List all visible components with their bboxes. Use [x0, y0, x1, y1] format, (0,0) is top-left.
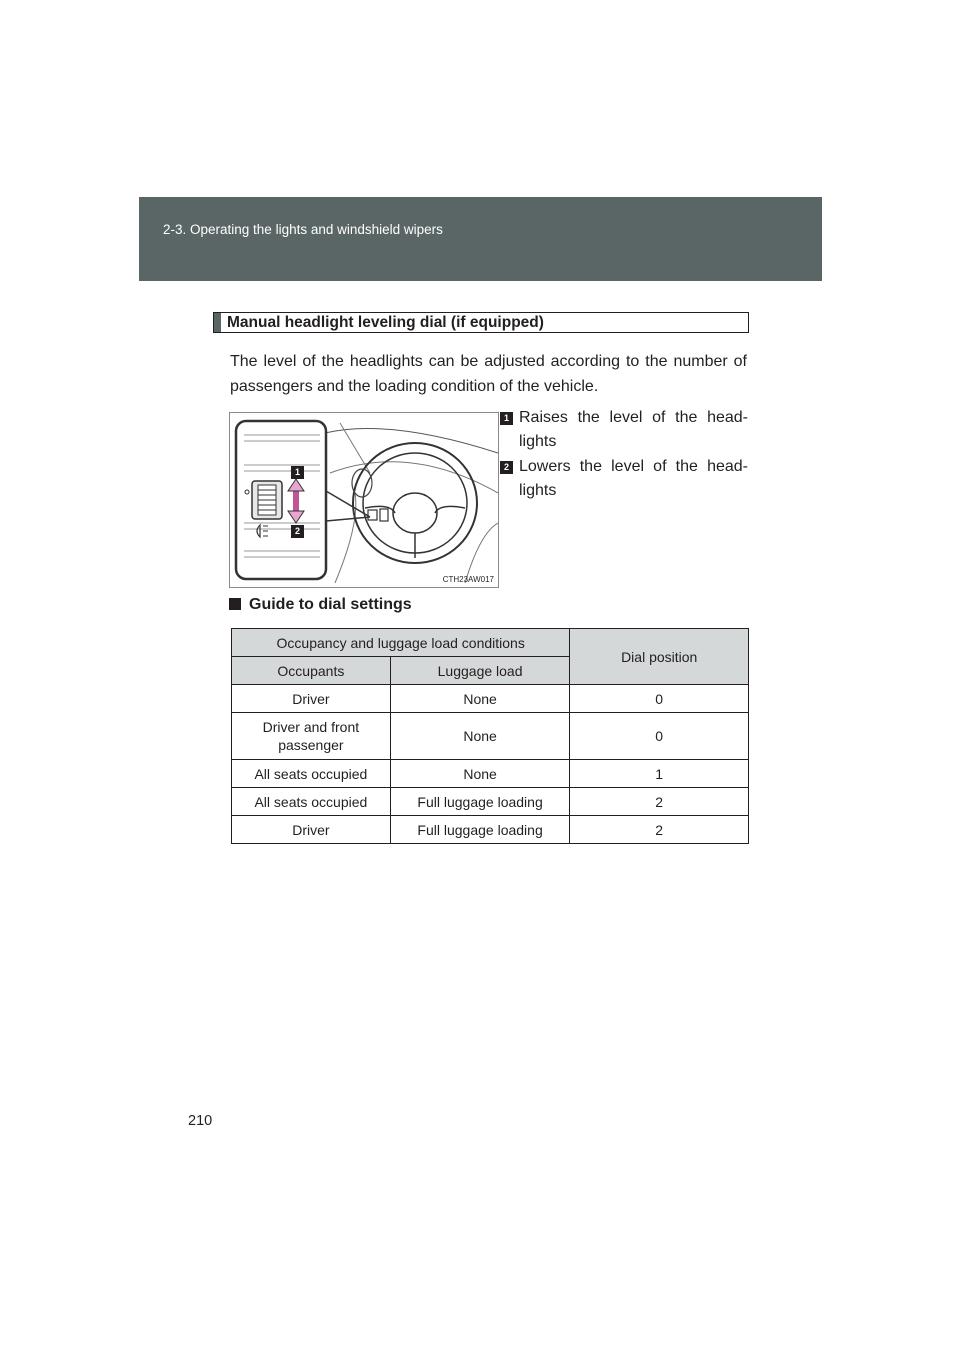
cell-dial: 0 — [570, 685, 749, 713]
dashboard-illustration — [230, 413, 498, 587]
callout-list — [500, 406, 748, 504]
table-luggage-header: Luggage load — [390, 657, 570, 685]
cell-dial: 2 — [570, 788, 749, 816]
table-group-header: Occupancy and luggage load conditions — [232, 629, 570, 657]
cell-dial: 1 — [570, 760, 749, 788]
cell-occupants: Driver — [232, 816, 391, 844]
headlight-dial-illustration — [229, 412, 499, 588]
dial-settings-heading-text: Guide to dial settings — [249, 596, 412, 613]
dial-settings-heading — [229, 596, 412, 614]
callout-number-1: 1 — [500, 412, 513, 425]
cell-occupants: Driver — [232, 685, 391, 713]
callout-number-2: 2 — [500, 461, 513, 474]
page-number: 210 — [188, 1113, 213, 1129]
topic-heading-text: Manual headlight leveling dial (if equipped) — [227, 314, 544, 331]
figure-marker-2: 2 — [294, 526, 300, 536]
cell-occupants: All seats occupied — [232, 760, 391, 788]
table-row — [232, 713, 749, 760]
cell-dial: 0 — [570, 713, 749, 760]
topic-heading — [213, 312, 749, 333]
cell-luggage: None — [390, 685, 570, 713]
intro-paragraph: The level of the headlights can be adjusted according to the number of passengers and the loading condition of the vehicle. — [230, 353, 747, 395]
cell-luggage: Full luggage loading — [390, 788, 570, 816]
callout-lower — [500, 455, 748, 503]
section-title: 2-3. Operating the lights and windshield wipers — [163, 222, 443, 237]
figure-code: CTH23AW017 — [442, 575, 494, 584]
callout-raise — [500, 406, 748, 454]
table-row — [232, 760, 749, 788]
dial-settings-table — [231, 628, 749, 844]
cell-luggage: Full luggage loading — [390, 816, 570, 844]
callout-lower-line2: lights — [519, 482, 557, 499]
heading-accent-bar — [214, 313, 221, 332]
cell-occupants: All seats occupied — [232, 788, 391, 816]
callout-raise-line1: Raises the level of the head- — [519, 409, 748, 426]
section-header-band — [139, 197, 822, 281]
cell-dial: 2 — [570, 816, 749, 844]
cell-luggage: None — [390, 760, 570, 788]
square-bullet-icon — [229, 598, 241, 610]
table-dial-header: Dial position — [570, 629, 749, 685]
table-occupants-header: Occupants — [232, 657, 391, 685]
cell-luggage: None — [390, 713, 570, 760]
table-row — [232, 685, 749, 713]
table-row — [232, 788, 749, 816]
table-row — [232, 816, 749, 844]
callout-raise-line2: lights — [519, 433, 557, 450]
figure-marker-1: 1 — [294, 467, 300, 477]
callout-lower-line1: Lowers the level of the head- — [519, 458, 748, 475]
cell-occupants: Driver and front passenger — [232, 713, 391, 760]
